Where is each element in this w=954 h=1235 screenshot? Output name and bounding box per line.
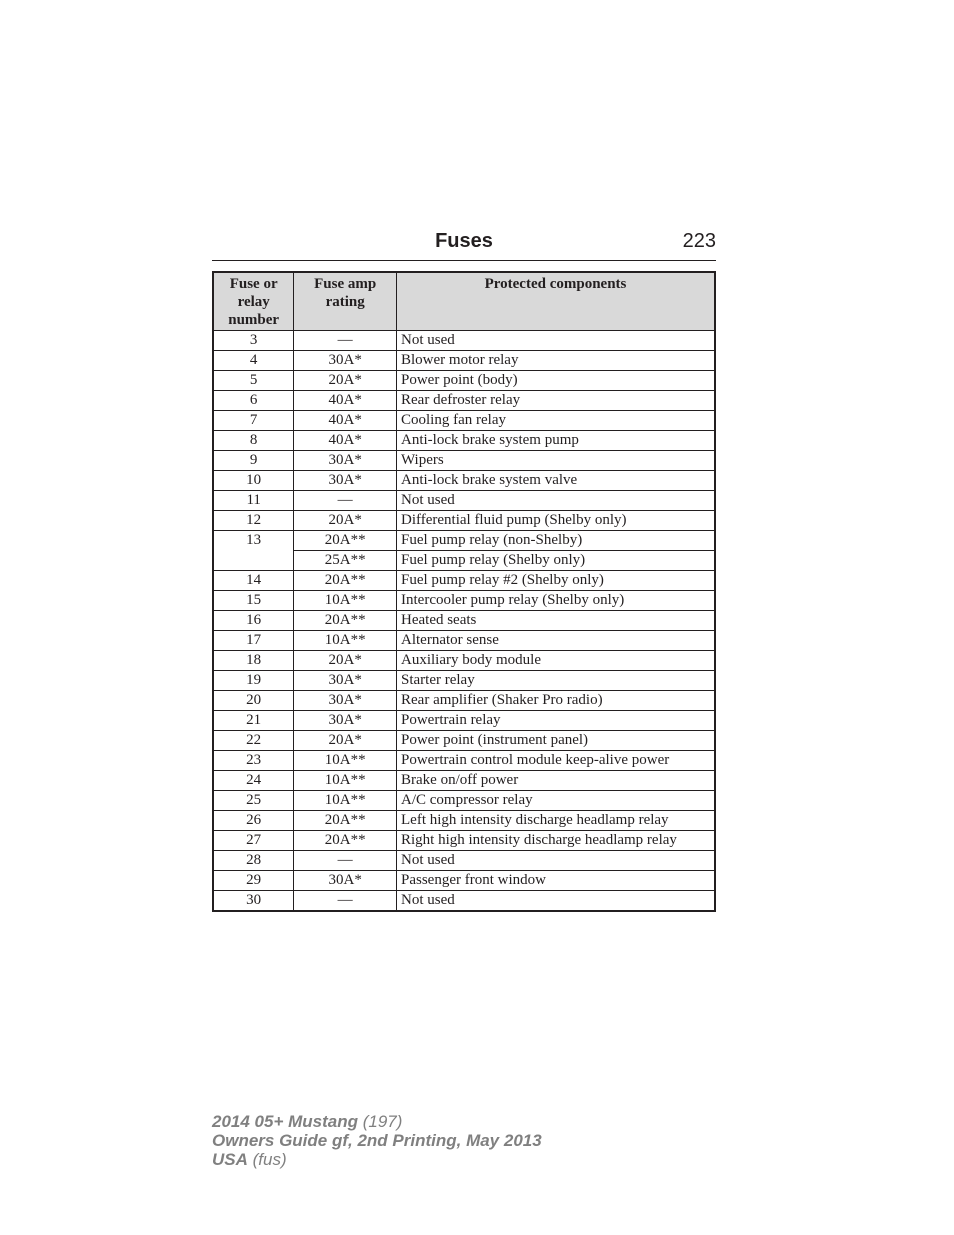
amp-rating-cell: — [294, 891, 397, 912]
fuse-number-cell: 20 [213, 691, 294, 711]
footer-model-code: (197) [362, 1112, 403, 1131]
table-row [213, 351, 715, 371]
protected-component-cell: Wipers [397, 451, 716, 471]
fuse-number-cell: 15 [213, 591, 294, 611]
fuse-number-cell: 16 [213, 611, 294, 631]
protected-component-cell: Not used [397, 891, 716, 912]
table-row [213, 631, 715, 651]
fuse-number-cell: 21 [213, 711, 294, 731]
protected-component-cell: Differential fluid pump (Shelby only) [397, 511, 716, 531]
fuse-number-cell: 18 [213, 651, 294, 671]
table-row [213, 471, 715, 491]
protected-component-cell: Left high intensity discharge headlamp relay [397, 811, 716, 831]
amp-rating-cell: 40A* [294, 391, 397, 411]
amp-rating-cell: 30A* [294, 871, 397, 891]
amp-rating-cell: 30A* [294, 471, 397, 491]
table-row [213, 611, 715, 631]
amp-rating-cell: 10A** [294, 631, 397, 651]
table-row [213, 431, 715, 451]
amp-rating-cell: 20A** [294, 611, 397, 631]
footer-line-1 [212, 1112, 542, 1131]
protected-component-cell: Not used [397, 331, 716, 351]
amp-rating-cell: 30A* [294, 711, 397, 731]
amp-rating-cell: 20A** [294, 531, 397, 551]
amp-rating-cell: 20A* [294, 511, 397, 531]
amp-rating-cell: 20A* [294, 651, 397, 671]
protected-component-cell: Intercooler pump relay (Shelby only) [397, 591, 716, 611]
page-footer [212, 1112, 542, 1169]
protected-component-cell: Anti-lock brake system pump [397, 431, 716, 451]
header-protected-components: Protected components [397, 272, 716, 331]
fuse-number-cell: 13 [213, 531, 294, 571]
amp-rating-cell: 25A** [294, 551, 397, 571]
amp-rating-cell: 40A* [294, 431, 397, 451]
table-row [213, 571, 715, 591]
protected-component-cell: Rear defroster relay [397, 391, 716, 411]
footer-model: 2014 05+ Mustang [212, 1112, 358, 1131]
protected-component-cell: Passenger front window [397, 871, 716, 891]
table-row [213, 711, 715, 731]
table-row [213, 391, 715, 411]
protected-component-cell: Alternator sense [397, 631, 716, 651]
amp-rating-cell: 40A* [294, 411, 397, 431]
table-row [213, 871, 715, 891]
table-row [213, 491, 715, 511]
table-row [213, 771, 715, 791]
fuse-number-cell: 7 [213, 411, 294, 431]
protected-component-cell: Rear amplifier (Shaker Pro radio) [397, 691, 716, 711]
table-row [213, 851, 715, 871]
page-header [212, 228, 716, 261]
amp-rating-cell: 20A** [294, 831, 397, 851]
amp-rating-cell: 10A** [294, 591, 397, 611]
page-number: 223 [682, 230, 716, 252]
fuse-number-cell: 10 [213, 471, 294, 491]
amp-rating-cell: 10A** [294, 791, 397, 811]
fuse-number-cell: 19 [213, 671, 294, 691]
fuse-number-cell: 11 [213, 491, 294, 511]
amp-rating-cell: 10A** [294, 751, 397, 771]
header-amp-rating: Fuse amp rating [294, 272, 397, 331]
fuse-number-cell: 27 [213, 831, 294, 851]
table-row [213, 591, 715, 611]
table-row [213, 511, 715, 531]
fuse-number-cell: 12 [213, 511, 294, 531]
protected-component-cell: A/C compressor relay [397, 791, 716, 811]
section-title: Fuses [435, 230, 493, 252]
amp-rating-cell: 30A* [294, 451, 397, 471]
amp-rating-cell: 30A* [294, 691, 397, 711]
protected-component-cell: Cooling fan relay [397, 411, 716, 431]
fuse-number-cell: 22 [213, 731, 294, 751]
footer-line-2 [212, 1131, 542, 1150]
table-row [213, 531, 715, 551]
fuse-number-cell: 4 [213, 351, 294, 371]
protected-component-cell: Auxiliary body module [397, 651, 716, 671]
footer-market: USA [212, 1150, 248, 1169]
fuse-number-cell: 3 [213, 331, 294, 351]
fuse-table [212, 271, 716, 912]
table-row [213, 331, 715, 351]
fuse-number-cell: 5 [213, 371, 294, 391]
fuse-number-cell: 9 [213, 451, 294, 471]
fuse-number-cell: 8 [213, 431, 294, 451]
amp-rating-cell: 20A* [294, 731, 397, 751]
protected-component-cell: Powertrain relay [397, 711, 716, 731]
fuse-number-cell: 26 [213, 811, 294, 831]
fuse-number-cell: 17 [213, 631, 294, 651]
table-row [213, 411, 715, 431]
amp-rating-cell: — [294, 851, 397, 871]
fuse-number-cell: 6 [213, 391, 294, 411]
footer-guide: Owners Guide gf, 2nd Printing, May 2013 [212, 1131, 542, 1150]
protected-component-cell: Heated seats [397, 611, 716, 631]
protected-component-cell: Anti-lock brake system valve [397, 471, 716, 491]
protected-component-cell: Not used [397, 491, 716, 511]
fuse-number-cell: 25 [213, 791, 294, 811]
table-row [213, 671, 715, 691]
amp-rating-cell: 30A* [294, 351, 397, 371]
fuse-number-cell: 30 [213, 891, 294, 912]
protected-component-cell: Blower motor relay [397, 351, 716, 371]
table-row [213, 811, 715, 831]
protected-component-cell: Power point (body) [397, 371, 716, 391]
protected-component-cell: Not used [397, 851, 716, 871]
fuse-number-cell: 28 [213, 851, 294, 871]
amp-rating-cell: 30A* [294, 671, 397, 691]
amp-rating-cell: 20A* [294, 371, 397, 391]
protected-component-cell: Starter relay [397, 671, 716, 691]
table-row [213, 751, 715, 771]
fuse-number-cell: 14 [213, 571, 294, 591]
protected-component-cell: Brake on/off power [397, 771, 716, 791]
protected-component-cell: Right high intensity discharge headlamp relay [397, 831, 716, 851]
table-row [213, 791, 715, 811]
fuse-number-cell: 24 [213, 771, 294, 791]
amp-rating-cell: 20A** [294, 811, 397, 831]
protected-component-cell: Powertrain control module keep-alive power [397, 751, 716, 771]
amp-rating-cell: — [294, 491, 397, 511]
amp-rating-cell: 20A** [294, 571, 397, 591]
footer-line-3 [212, 1150, 542, 1169]
header-fuse-number: Fuse or relay number [213, 272, 294, 331]
protected-component-cell: Power point (instrument panel) [397, 731, 716, 751]
table-body [213, 331, 715, 912]
table-header-row [213, 272, 715, 331]
protected-component-cell: Fuel pump relay (Shelby only) [397, 551, 716, 571]
protected-component-cell: Fuel pump relay (non-Shelby) [397, 531, 716, 551]
footer-market-code: (fus) [252, 1150, 287, 1169]
table-row [213, 691, 715, 711]
amp-rating-cell: 10A** [294, 771, 397, 791]
fuse-number-cell: 29 [213, 871, 294, 891]
protected-component-cell: Fuel pump relay #2 (Shelby only) [397, 571, 716, 591]
table-row [213, 891, 715, 912]
table-row [213, 651, 715, 671]
table-row [213, 371, 715, 391]
fuse-number-cell: 23 [213, 751, 294, 771]
table-row [213, 831, 715, 851]
table-row [213, 731, 715, 751]
table-row [213, 451, 715, 471]
amp-rating-cell: — [294, 331, 397, 351]
